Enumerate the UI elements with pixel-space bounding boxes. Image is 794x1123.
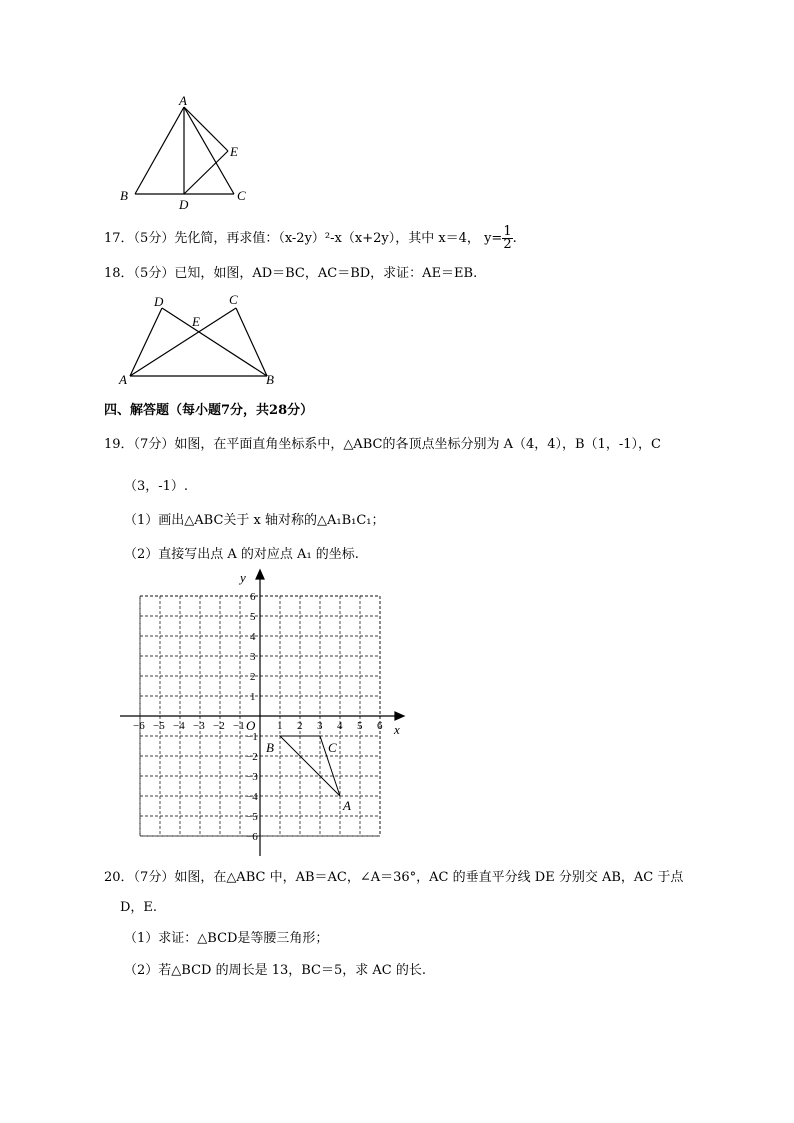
question-19-sub2: （2）直接写出点 A 的对应点 A₁ 的坐标. [124, 547, 359, 562]
x-tick-label: 3 [317, 720, 323, 732]
label-a: A [179, 93, 187, 108]
fraction-denominator: 2 [503, 237, 512, 252]
x-tick-label: 2 [297, 720, 303, 732]
question-19-sub1: （1）画出△ABC关于 x 轴对称的△A₁B₁C₁； [124, 513, 385, 528]
x-tick-label: −6 [133, 720, 145, 732]
question-20-cont: D，E. [120, 900, 158, 915]
label-c: C [237, 188, 246, 203]
section-4-title: 四、解答题（每小题7分，共28分） [104, 403, 314, 418]
y-tick-label: 1 [250, 691, 256, 703]
label-a: A [119, 372, 127, 387]
y-axis-arrow [256, 570, 264, 579]
x-tick-label: −4 [173, 720, 185, 732]
x-tick-label: −3 [193, 720, 205, 732]
segment-ac [184, 107, 234, 194]
label-e: E [192, 314, 200, 329]
question-17-end: . [512, 231, 517, 246]
figure-q18 [112, 288, 282, 388]
label-b: B [266, 372, 274, 387]
fraction-numerator: 1 [503, 224, 512, 239]
x-axis-label: x [394, 722, 400, 737]
origin-label: O [246, 718, 256, 733]
question-20: 20．（7分）如图，在△ABC 中，AB＝AC，∠A＝36°，AC 的垂直平分线 DE 分别交 AB，AC 于点 [104, 870, 684, 885]
point-label-a: A [343, 798, 351, 813]
question-19-cont: （3，-1）. [124, 479, 189, 494]
question-18: 18．（5分）已知，如图，AD＝BC，AC＝BD，求证：AE＝EB. [104, 266, 478, 281]
label-d: D [154, 294, 164, 309]
question-19: 19．（7分）如图，在平面直角坐标系中，△ABC的各顶点坐标分别为 A（4，4），B（1，-1），C [104, 437, 661, 452]
label-c: C [229, 292, 238, 307]
question-17 [104, 226, 517, 251]
y-tick-label: −5 [246, 811, 258, 823]
x-tick-label: −5 [153, 720, 165, 732]
y-tick-label: −3 [246, 771, 258, 783]
question-20-sub1: （1）求证：△BCD是等腰三角形； [124, 931, 329, 946]
y-tick-label: −1 [246, 731, 258, 743]
label-e: E [230, 144, 238, 159]
y-tick-label: −4 [246, 791, 258, 803]
y-tick-label: 5 [250, 611, 256, 623]
y-tick-label: −2 [246, 751, 258, 763]
y-axis-label: y [240, 570, 246, 585]
question-17-text: 17．（5分）先化简，再求值：（x-2y）²-x（x+2y），其中 x＝4， [104, 231, 480, 246]
question-17-y: y= [484, 231, 503, 246]
point-label-b: B [266, 740, 274, 755]
y-tick-label: 3 [250, 651, 256, 663]
segment-ab [135, 107, 184, 194]
x-tick-label: 6 [377, 720, 383, 732]
label-d: D [179, 197, 189, 212]
fraction-one-half [502, 226, 512, 251]
x-axis-arrow [395, 712, 404, 720]
question-20-sub2: （2）若△BCD 的周长是 13，BC＝5，求 AC 的长. [124, 963, 426, 978]
x-tick-label: 4 [337, 720, 343, 732]
figure-q16 [110, 92, 260, 214]
y-tick-label: −6 [246, 831, 258, 843]
label-b: B [120, 188, 128, 203]
x-tick-label: −2 [213, 720, 225, 732]
y-tick-label: 6 [250, 591, 256, 603]
x-tick-label: −1 [233, 720, 245, 732]
x-tick-label: 5 [357, 720, 363, 732]
coordinate-grid [112, 566, 412, 860]
y-tick-label: 4 [250, 631, 256, 643]
y-tick-label: 2 [250, 671, 256, 683]
x-tick-label: 1 [277, 720, 283, 732]
point-label-c: C [328, 740, 337, 755]
